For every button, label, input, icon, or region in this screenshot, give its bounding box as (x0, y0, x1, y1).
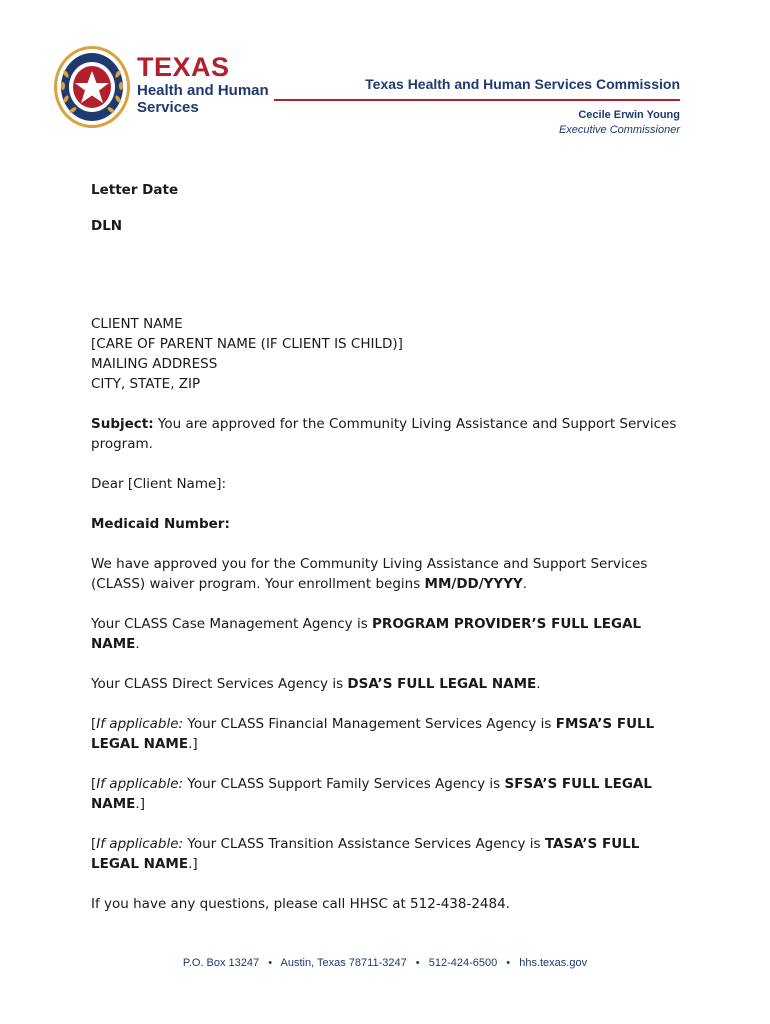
cma-text: Your CLASS Case Management Agency is (91, 616, 373, 632)
header-divider (274, 99, 680, 101)
if-applicable-label: If applicable: (96, 716, 184, 732)
sfsa-paragraph (91, 774, 691, 814)
address-line: CITY, STATE, ZIP (91, 376, 201, 392)
letter-body (91, 180, 691, 914)
close-bracket: .] (188, 736, 198, 752)
sfsa-text: Your CLASS Support Family Services Agency is (183, 776, 505, 792)
if-applicable-label: If applicable: (96, 776, 184, 792)
fmsa-text: Your CLASS Financial Management Services Agency is (183, 716, 556, 732)
address-line: CLIENT NAME (91, 316, 183, 332)
commission-name: Texas Health and Human Services Commission (365, 76, 680, 92)
organization-name (137, 54, 269, 115)
subject-paragraph (91, 414, 691, 454)
address-line: MAILING ADDRESS (91, 356, 218, 372)
footer-website-link[interactable]: hhs.texas.gov (519, 957, 588, 969)
dsa-name: DSA’S FULL LEGAL NAME (347, 676, 537, 692)
enrollment-date: MM/DD/YYYY (424, 576, 523, 592)
footer-city: Austin, Texas 78711-3247 (280, 957, 407, 969)
approval-text: We have approved you for the Community Living Assistance and Support Services (CLASS) waiver program. Your enrollment begins (91, 556, 648, 592)
footer-contact (0, 957, 770, 969)
cma-end: . (135, 636, 140, 652)
footer-separator: • (268, 957, 273, 969)
dln-label: DLN (91, 218, 123, 234)
footer-po-box: P.O. Box 13247 (182, 957, 260, 969)
letter-date-label: Letter Date (91, 182, 179, 198)
approval-end: . (522, 576, 528, 592)
salutation: Dear [Client Name]: (91, 476, 227, 492)
address-line: [CARE OF PARENT NAME (IF CLIENT IS CHILD)] (91, 336, 403, 352)
org-name-line3: Services (137, 99, 199, 116)
subject-text: You are approved for the Community Living Assistance and Support Services program. (91, 416, 677, 452)
org-name-texas: TEXAS (137, 52, 230, 82)
direct-services-paragraph (91, 674, 691, 694)
case-management-paragraph (91, 614, 691, 654)
fmsa-name: FMSA’S FULL LEGAL NAME (91, 716, 655, 752)
mailing-address-block (91, 314, 691, 394)
dsa-text: Your CLASS Direct Services Agency is (91, 676, 348, 692)
if-applicable-label: If applicable: (96, 836, 184, 852)
subject-label: Subject: (91, 416, 154, 432)
approval-paragraph (91, 554, 691, 594)
tasa-name: TASA’S FULL LEGAL NAME (91, 836, 640, 872)
cma-name: PROGRAM PROVIDER’S FULL LEGAL NAME (91, 616, 642, 652)
org-name-line2: Health and Human (137, 82, 269, 99)
footer-phone: 512-424-6500 (428, 957, 498, 969)
open-bracket: [ (91, 716, 97, 732)
open-bracket: [ (91, 836, 97, 852)
commissioner-title: Executive Commissioner (558, 124, 680, 136)
sfsa-name: SFSA’S FULL LEGAL NAME (91, 776, 652, 812)
close-bracket: .] (188, 856, 198, 872)
texas-star-seal-icon (52, 44, 132, 130)
tasa-paragraph (91, 834, 691, 874)
fmsa-paragraph (91, 714, 691, 754)
footer-separator: • (506, 957, 511, 969)
medicaid-number-label: Medicaid Number: (91, 516, 230, 532)
footer-separator: • (415, 957, 420, 969)
tasa-text: Your CLASS Transition Assistance Services Agency is (183, 836, 545, 852)
open-bracket: [ (91, 776, 97, 792)
questions-paragraph: If you have any questions, please call HHSC at 512-438-2484. (91, 896, 510, 912)
commissioner-name: Cecile Erwin Young (578, 109, 680, 121)
dsa-end: . (536, 676, 541, 692)
close-bracket: .] (135, 796, 145, 812)
